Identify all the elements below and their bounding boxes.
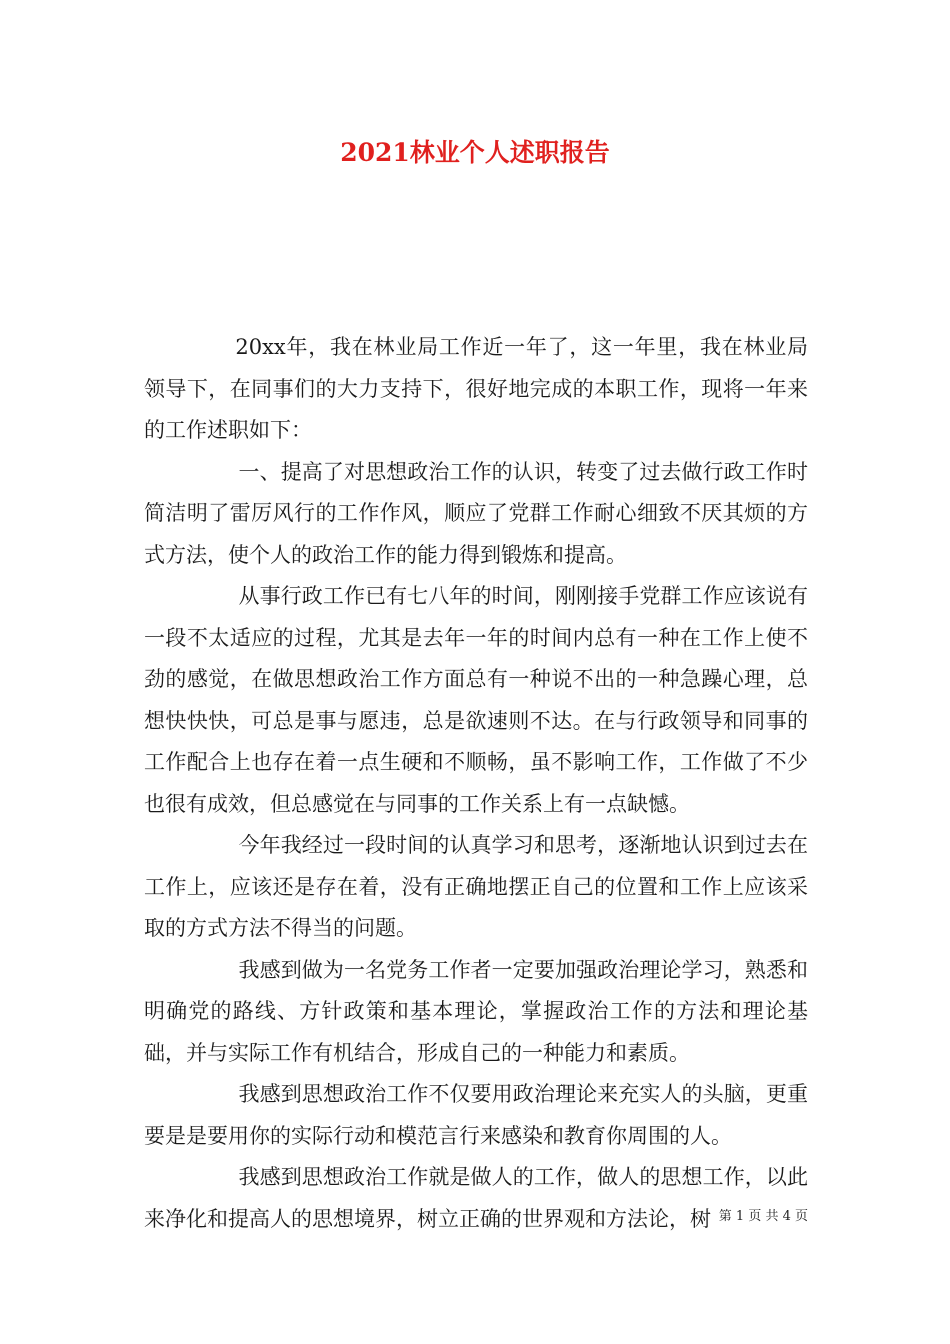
paragraph-lead-by-example: 我感到思想政治工作不仅要用政治理论来充实人的头脑，更重要是是要用你的实际行动和模范言行来感染和教育你周围的人。 xyxy=(144,1082,808,1148)
paragraph-theory-study: 我感到做为一名党务工作者一定要加强政治理论学习，熟悉和明确党的路线、方针政策和基本理论，掌握政治工作的方法和理论基础，并与实际工作有机结合，形成自己的一种能力和素质。 xyxy=(144,957,808,1065)
paragraph-section-one: 一、提高了对思想政治工作的认识，转变了过去做行政工作时简洁明了雷厉风行的工作作风，顺应了党群工作耐心细致不厌其烦的方式方法，使个人的政治工作的能力得到锻炼和提高。 xyxy=(144,459,808,567)
paragraph-people-work: 我感到思想政治工作就是做人的工作，做人的思想工作，以此来净化和提高人的思想境界，树立正确的世界观和方法论，树 xyxy=(144,1165,808,1231)
page-number-footer: 第 1 页 共 4 页 xyxy=(718,1209,808,1224)
paragraph-intro: 20xx年，我在林业局工作近一年了，这一年里，我在林业局领导下，在同事们的大力支持下，很好地完成的本职工作，现将一年来的工作述职如下： xyxy=(144,335,808,442)
document-title: 2021林业个人述职报告 xyxy=(340,138,610,167)
paragraph-reflection: 今年我经过一段时间的认真学习和思考，逐渐地认识到过去在工作上，应该还是存在着，没有正确地摆正自己的位置和工作上应该采取的方式方法不得当的问题。 xyxy=(144,833,808,940)
document-body xyxy=(144,327,808,1240)
paragraph-admin-experience: 从事行政工作已有七八年的时间，刚刚接手党群工作应该说有一段不太适应的过程，尤其是去年一年的时间内总有一种在工作上使不劲的感觉，在做思想政治工作方面总有一种说不出的一种急躁心理，总想快快快，可总是事与愿违，总是欲速则不达。在与行政领导和同事的工作配合上也存在着一点生硬和不顺畅，虽不影响工作，工作做了不少也很有成效，但总感觉在与同事的工作关系上有一点缺憾。 xyxy=(144,584,808,816)
